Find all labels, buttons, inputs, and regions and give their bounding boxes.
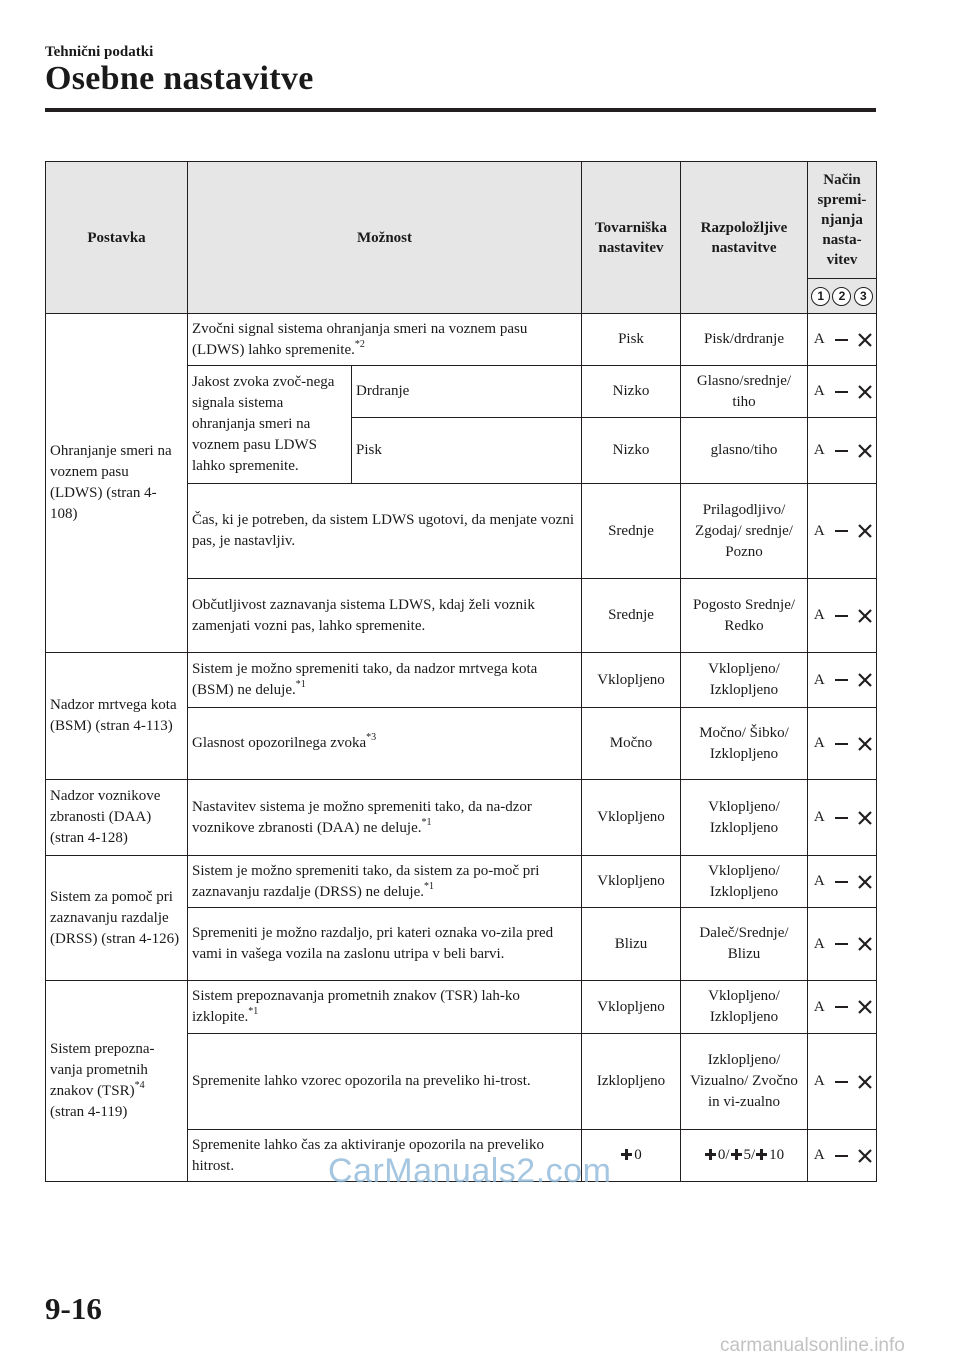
available-cell: 0/ 5/ 10 <box>681 1130 808 1182</box>
method-cell: A <box>808 1130 877 1182</box>
setting-name-drss: Sistem za pomoč pri zaznavanju razdalje (DRSS) (stran 4-126) <box>46 856 188 981</box>
setting-name-bsm: Nadzor mrtvega kota (BSM) (stran 4-113) <box>46 653 188 780</box>
cross-icon <box>858 937 872 951</box>
available-cell: Močno/ Šibko/ Izklopljeno <box>681 708 808 780</box>
column-header-method: Način spremi-njanja nasta-vitev <box>808 162 877 279</box>
method-cell: A <box>808 653 877 708</box>
plus-icon <box>730 1148 743 1161</box>
option-cell: Sistem je možno spremeniti tako, da sistem za po-moč pri zaznavanju razdalje (DRSS) ne deluje.$^{*1}$ <box>188 856 582 908</box>
plus-icon <box>620 1148 633 1161</box>
available-cell: Vklopljeno/ Izklopljeno <box>681 856 808 908</box>
factory-cell: Srednje <box>582 484 681 579</box>
available-cell: Izklopljeno/ Vizualno/ Zvočno in vi-zualno <box>681 1034 808 1130</box>
option-cell: Spremenite lahko čas za aktiviranje opozorila na preveliko hitrost. <box>188 1130 582 1182</box>
title-divider <box>45 108 876 112</box>
available-cell: Pisk/drdranje <box>681 314 808 366</box>
dash-icon <box>835 1081 848 1083</box>
method-cell: A <box>808 856 877 908</box>
available-cell: glasno/tiho <box>681 418 808 484</box>
factory-cell: Izklopljeno <box>582 1034 681 1130</box>
option-cell: Drdranje <box>352 366 582 418</box>
dash-icon <box>835 1155 848 1157</box>
method-cell: A <box>808 314 877 366</box>
setting-name-tsr: Sistem prepozna-vanja prometnih znakov (TSR)$^{*4}$ (stran 4-119) <box>46 981 188 1182</box>
plus-icon <box>704 1148 717 1161</box>
option-cell: Spremenite lahko vzorec opozorila na preveliko hi-trost. <box>188 1034 582 1130</box>
column-header-option: Možnost <box>188 162 582 314</box>
factory-cell: Nizko <box>582 418 681 484</box>
cross-icon <box>858 1149 872 1163</box>
method-cell: A <box>808 908 877 981</box>
page-number: 9-16 <box>45 1291 102 1326</box>
setting-name-daa: Nadzor voznikove zbranosti (DAA) (stran 4-128) <box>46 780 188 856</box>
method-icons-header <box>808 279 877 314</box>
method-cell: A <box>808 1034 877 1130</box>
option-cell: Pisk <box>352 418 582 484</box>
method-cell: A <box>808 708 877 780</box>
dash-icon <box>835 391 848 393</box>
option-cell: Občutljivost zaznavanja sistema LDWS, kdaj želi voznik zamenjati vozni pas, lahko spremenite. <box>188 579 582 653</box>
available-cell: Glasno/srednje/ tiho <box>681 366 808 418</box>
watermark-text: CarManuals2.com <box>328 1152 612 1190</box>
cross-icon <box>858 1000 872 1014</box>
dash-icon <box>835 817 848 819</box>
page-title: Osebne nastavitve <box>45 60 314 97</box>
option-cell: Spremeniti je možno razdaljo, pri kateri oznaka vo-zila pred vami in vašega vozila na zaslonu utripa v beli barvi. <box>188 908 582 981</box>
option-cell: Nastavitev sistema je možno spremeniti tako, da na-dzor voznikove zbranosti (DAA) ne deluje.$^{*1}$ <box>188 780 582 856</box>
factory-cell: Srednje <box>582 579 681 653</box>
dash-icon <box>835 881 848 883</box>
table-row <box>46 780 877 856</box>
cross-icon <box>858 524 872 538</box>
factory-cell: Vklopljeno <box>582 653 681 708</box>
column-header-available: Razpoložljive nastavitve <box>681 162 808 314</box>
available-cell: Vklopljeno/ Izklopljeno <box>681 981 808 1034</box>
available-cell: Daleč/Srednje/ Blizu <box>681 908 808 981</box>
method-cell: A <box>808 981 877 1034</box>
factory-cell: Vklopljeno <box>582 780 681 856</box>
table-row <box>46 653 877 708</box>
dash-icon <box>835 339 848 341</box>
cross-icon <box>858 385 872 399</box>
cross-icon <box>858 1075 872 1089</box>
method-cell: A <box>808 780 877 856</box>
dash-icon <box>835 1006 848 1008</box>
dash-icon <box>835 450 848 452</box>
dash-icon <box>835 679 848 681</box>
factory-cell: Močno <box>582 708 681 780</box>
table-row <box>46 314 877 366</box>
factory-cell: Pisk <box>582 314 681 366</box>
option-cell: Sistem prepoznavanja prometnih znakov (TSR) lah-ko izklopite.$^{*1}$ <box>188 981 582 1034</box>
plus-icon <box>755 1148 768 1161</box>
settings-table <box>45 161 877 1182</box>
cross-icon <box>858 875 872 889</box>
option-cell: Sistem je možno spremeniti tako, da nadzor mrtvega kota (BSM) ne deluje.$^{*1}$ <box>188 653 582 708</box>
table-row <box>46 856 877 908</box>
cross-icon <box>858 333 872 347</box>
dash-icon <box>835 943 848 945</box>
factory-cell: 0 <box>582 1130 681 1182</box>
dash-icon <box>835 615 848 617</box>
option-parent-cell: Jakost zvoka zvoč-nega signala sistema ohranjanja smeri na voznem pasu LDWS lahko spremenite. <box>188 366 352 484</box>
section-label: Tehnični podatki <box>45 44 154 60</box>
circle-1-icon: 1 <box>811 287 830 306</box>
method-cell: A <box>808 366 877 418</box>
available-cell: Prilagodljivo/ Zgodaj/ srednje/ Pozno <box>681 484 808 579</box>
circle-3-icon: 3 <box>854 287 873 306</box>
method-cell: A <box>808 484 877 579</box>
available-cell: Vklopljeno/ Izklopljeno <box>681 780 808 856</box>
footer-site-link[interactable]: carmanualsonline.info <box>720 1335 905 1356</box>
cross-icon <box>858 673 872 687</box>
dash-icon <box>835 743 848 745</box>
option-cell: Čas, ki je potreben, da sistem LDWS ugotovi, da menjate vozni pas, je nastavljiv. <box>188 484 582 579</box>
cross-icon <box>858 811 872 825</box>
cross-icon <box>858 609 872 623</box>
table-row <box>46 981 877 1034</box>
available-cell: Pogosto Srednje/ Redko <box>681 579 808 653</box>
column-header-setting: Postavka <box>46 162 188 314</box>
dash-icon <box>835 530 848 532</box>
circle-2-icon: 2 <box>832 287 851 306</box>
option-cell: Glasnost opozorilnega zvoka$^{*3}$ <box>188 708 582 780</box>
method-cell: A <box>808 579 877 653</box>
option-cell: Zvočni signal sistema ohranjanja smeri na voznem pasu (LDWS) lahko spremenite.$^{*2}$ <box>188 314 582 366</box>
cross-icon <box>858 737 872 751</box>
method-cell: A <box>808 418 877 484</box>
factory-cell: Vklopljeno <box>582 981 681 1034</box>
factory-cell: Nizko <box>582 366 681 418</box>
setting-name-ldws: Ohranjanje smeri na voznem pasu (LDWS) (stran 4-108) <box>46 314 188 653</box>
column-header-factory: Tovarniška nastavitev <box>582 162 681 314</box>
cross-icon <box>858 444 872 458</box>
available-cell: Vklopljeno/ Izklopljeno <box>681 653 808 708</box>
factory-cell: Blizu <box>582 908 681 981</box>
factory-cell: Vklopljeno <box>582 856 681 908</box>
